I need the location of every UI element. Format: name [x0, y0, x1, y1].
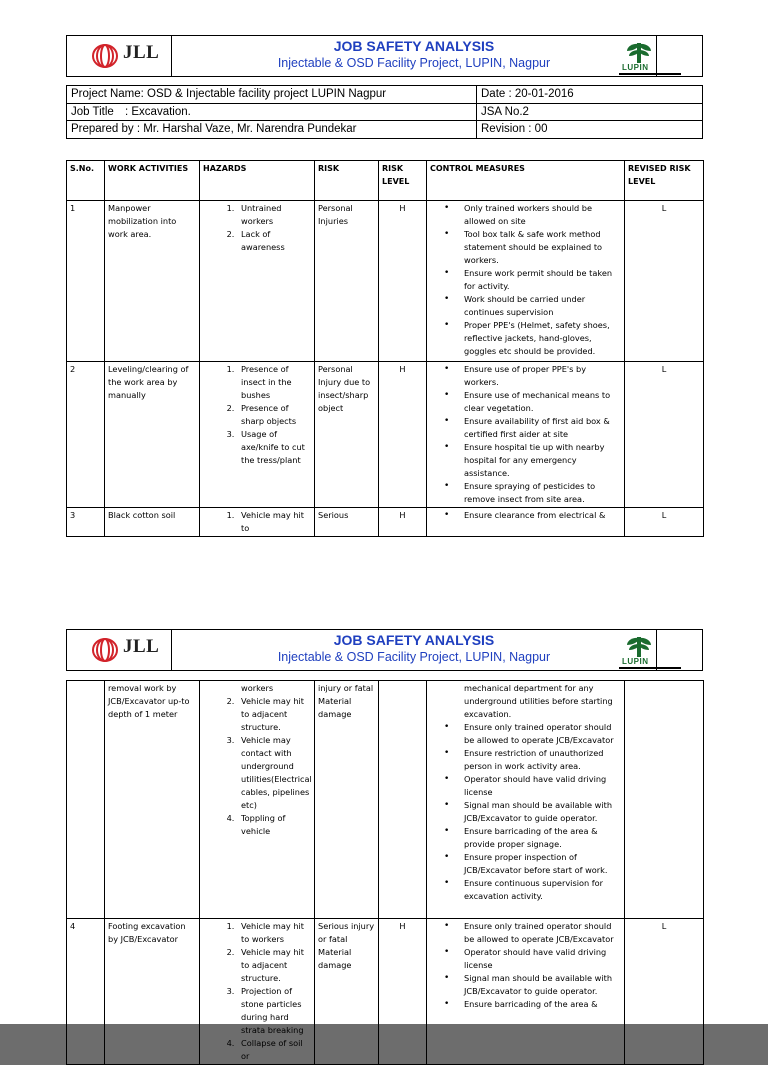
- col-controls: CONTROL MEASURES: [427, 161, 625, 201]
- row-sno: 1: [67, 201, 105, 362]
- lupin-logo-cell: [657, 630, 703, 670]
- logo-cell: [67, 36, 172, 76]
- hazard-item-continued: workers: [241, 683, 274, 693]
- control-item: • Signal man should be available with JCB/Excavator to guide operator.: [464, 799, 621, 825]
- control-item: • Proper PPE's (Helmet, safety shoes, reflective jackets, hand-gloves, goggles etc should be provided.: [464, 319, 621, 358]
- job-title-label: Job Title: [71, 105, 114, 118]
- row-controls: [427, 508, 625, 537]
- hazard-item: 3. Vehicle may contact with underground utilities(Electrical cables, pipelines etc): [237, 734, 311, 812]
- hazard-item: 3. Projection of stone particles during hard strata breaking: [237, 985, 311, 1037]
- row-sno: [67, 681, 105, 919]
- control-item: • Ensure barricading of the area & provide proper signage.: [464, 825, 621, 851]
- table-row: [67, 508, 704, 537]
- job-title: [67, 103, 477, 121]
- control-item: • Ensure restriction of unauthorized person in work activity area.: [464, 747, 621, 773]
- hazard-item: 2. Presence of sharp objects: [237, 402, 311, 428]
- row-revised-level: L: [625, 362, 704, 508]
- control-item: • Ensure only trained operator should be allowed to operate JCB/Excavator: [464, 721, 621, 747]
- jsa-table: [66, 160, 704, 537]
- row-hazards: [200, 362, 315, 508]
- row-risk: injury or fatal Material damage: [315, 681, 379, 919]
- row-controls: [427, 919, 625, 1065]
- lupin-logo-cell: [657, 36, 703, 76]
- revision: Revision : 00: [477, 121, 703, 139]
- row-risk: Personal Injuries: [315, 201, 379, 362]
- lupin-logo-text: LUPIN: [622, 657, 649, 666]
- logo-cell: [67, 630, 172, 670]
- header-block: [66, 629, 703, 671]
- document-subtitle: Injectable & OSD Facility Project, LUPIN, Nagpur: [277, 650, 551, 664]
- row-sno: 2: [67, 362, 105, 508]
- table-row: [67, 919, 704, 1065]
- hazard-item: 2. Vehicle may hit to adjacent structure.: [237, 695, 311, 734]
- control-item: • Ensure use of mechanical means to clear vegetation.: [464, 389, 621, 415]
- row-revised-level: L: [625, 508, 704, 537]
- row-hazards: [200, 919, 315, 1065]
- row-revised-level: [625, 681, 704, 919]
- table-row: [67, 201, 704, 362]
- lupin-underline: [619, 667, 681, 669]
- document-subtitle: Injectable & OSD Facility Project, LUPIN, Nagpur: [277, 56, 551, 70]
- jll-logo-icon: [91, 43, 119, 69]
- control-item: • Tool box talk & safe work method statement should be explained to workers.: [464, 228, 621, 267]
- project-name: Project Name: OSD & Injectable facility project LUPIN Nagpur: [67, 86, 477, 104]
- lupin-underline: [619, 73, 681, 75]
- jll-logo-text: JLL: [123, 636, 160, 657]
- date: Date : 20-01-2016: [477, 86, 703, 104]
- header-title-cell: [172, 36, 657, 76]
- table-header-row: [67, 161, 704, 201]
- row-risk-level: [379, 681, 427, 919]
- control-item: • Ensure clearance from electrical &: [464, 509, 621, 522]
- control-item: • Ensure hospital tie up with nearby hospital for any emergency assistance.: [464, 441, 621, 480]
- jsa-number: JSA No.2: [477, 103, 703, 121]
- control-item: • Ensure spraying of pesticides to remove insect from site area.: [464, 480, 621, 506]
- col-sno: S.No.: [67, 161, 105, 201]
- control-item: • Ensure availability of first aid box & certified first aider at site: [464, 415, 621, 441]
- row-risk: Serious: [315, 508, 379, 537]
- table-row: [67, 681, 704, 919]
- hazard-item: 3. Usage of axe/knife to cut the tress/plant: [237, 428, 311, 467]
- row-activity: Footing excavation by JCB/Excavator: [105, 919, 200, 1065]
- col-risk: RISK: [315, 161, 379, 201]
- row-risk-level: H: [379, 508, 427, 537]
- row-sno: 3: [67, 508, 105, 537]
- document-title: JOB SAFETY ANALYSIS: [333, 632, 495, 648]
- hazard-item: 1. Vehicle may hit to: [237, 509, 311, 535]
- row-risk: Personal Injury due to insect/sharp object: [315, 362, 379, 508]
- control-item: • Ensure use of proper PPE's by workers.: [464, 363, 621, 389]
- control-item: • Ensure proper inspection of JCB/Excavator before start of work.: [464, 851, 621, 877]
- hazard-item: 4. Collapse of soil or: [237, 1037, 311, 1063]
- jll-logo-icon: [91, 637, 119, 663]
- control-item: • Ensure continuous supervision for excavation activity.: [464, 877, 621, 903]
- row-revised-level: L: [625, 201, 704, 362]
- row-controls: [427, 681, 625, 919]
- control-item: • Operator should have valid driving license: [464, 946, 621, 972]
- hazard-item: 1. Presence of insect in the bushes: [237, 363, 311, 402]
- control-item: • Only trained workers should be allowed on site: [464, 202, 621, 228]
- hazard-item: 2. Vehicle may hit to adjacent structure.: [237, 946, 311, 985]
- control-item: • Ensure only trained operator should be allowed to operate JCB/Excavator: [464, 920, 621, 946]
- control-item: • Ensure work permit should be taken for activity.: [464, 267, 621, 293]
- header-block: [66, 35, 703, 77]
- lupin-tree-icon: [624, 41, 654, 63]
- jsa-table-continued: [66, 680, 704, 1065]
- col-activities: WORK ACTIVITIES: [105, 161, 200, 201]
- hazard-item: 4. Toppling of vehicle: [237, 812, 311, 838]
- control-item: • Signal man should be available with JCB/Excavator to guide operator.: [464, 972, 621, 998]
- hazard-item: 2. Lack of awareness: [237, 228, 311, 254]
- lupin-tree-icon: [624, 635, 654, 657]
- hazard-item: 1. Untrained workers: [237, 202, 311, 228]
- jll-logo-text: JLL: [123, 42, 160, 63]
- document-title: JOB SAFETY ANALYSIS: [333, 38, 495, 54]
- row-risk: Serious injury or fatal Material damage: [315, 919, 379, 1065]
- row-risk-level: H: [379, 201, 427, 362]
- row-activity: removal work by JCB/Excavator up-to depth of 1 meter: [105, 681, 200, 919]
- row-activity: Black cotton soil: [105, 508, 200, 537]
- control-item: • Ensure barricading of the area &: [464, 998, 621, 1011]
- row-controls: [427, 201, 625, 362]
- col-hazards: HAZARDS: [200, 161, 315, 201]
- row-hazards: [200, 508, 315, 537]
- control-item: • Operator should have valid driving license: [464, 773, 621, 799]
- row-controls: [427, 362, 625, 508]
- row-hazards: [200, 681, 315, 919]
- hazard-item: 1. Vehicle may hit to workers: [237, 920, 311, 946]
- col-risk-level: RISK LEVEL: [379, 161, 427, 201]
- row-activity: Leveling/clearing of the work area by manually: [105, 362, 200, 508]
- row-revised-level: L: [625, 919, 704, 1065]
- prepared-by: Prepared by : Mr. Harshal Vaze, Mr. Narendra Pundekar: [67, 121, 477, 139]
- project-info-table: [66, 85, 703, 139]
- row-activity: Manpower mobilization into work area.: [105, 201, 200, 362]
- control-item-continued: mechanical department for any underground utilities before starting excavation.: [464, 683, 613, 719]
- header-title-cell: [172, 630, 657, 670]
- row-sno: 4: [67, 919, 105, 1065]
- job-title-value: : Excavation.: [125, 105, 191, 118]
- row-risk-level: H: [379, 919, 427, 1065]
- row-hazards: [200, 201, 315, 362]
- col-revised: REVISED RISK LEVEL: [625, 161, 704, 201]
- table-row: [67, 362, 704, 508]
- control-item: • Work should be carried under continues supervision: [464, 293, 621, 319]
- row-risk-level: H: [379, 362, 427, 508]
- lupin-logo-text: LUPIN: [622, 63, 649, 72]
